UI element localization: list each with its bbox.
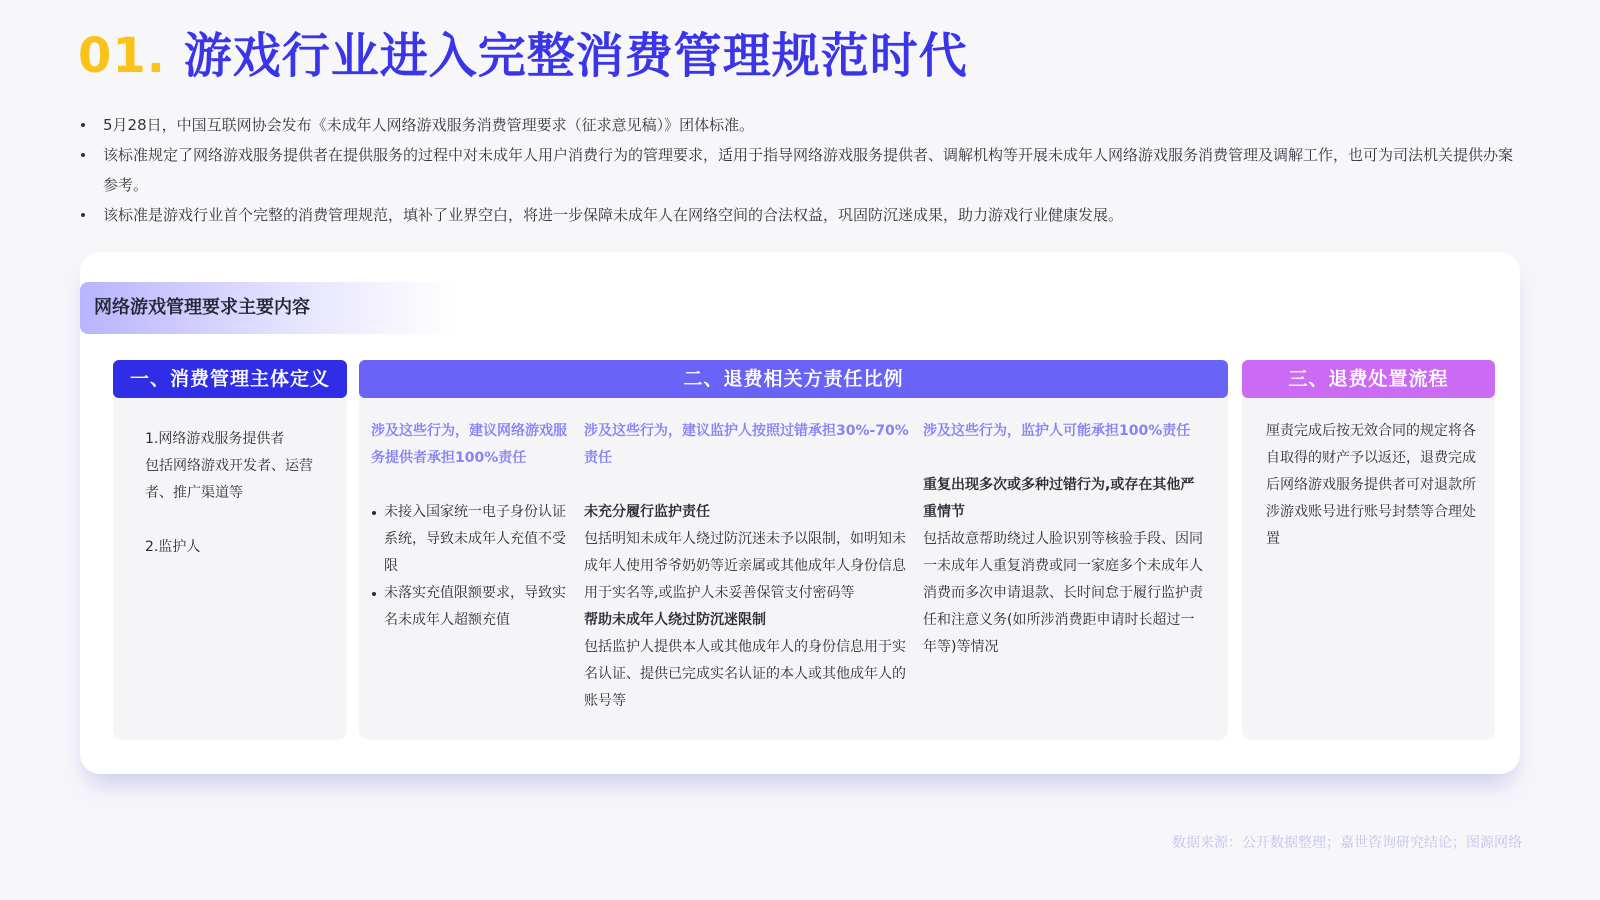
column-body	[145, 426, 325, 561]
sub-heading: 涉及这些行为，建议监护人按照过错承担30%-70%责任	[584, 423, 909, 466]
title-number: 01.	[78, 28, 167, 84]
intro-bullet-list	[80, 110, 1520, 230]
intro-bullet: 该标准规定了网络游戏服务提供者在提供服务的过程中对未成年人用户消费行为的管理要求，适用于指导网络游戏服务提供者、调解机构等开展未成年人网络游戏服务消费管理及调解工作，也可为司法机关提供办案参考。	[80, 140, 1520, 200]
column-header: 三、退费处置流程	[1242, 360, 1495, 398]
list-item: 未落实充值限额要求，导致实名未成年人超额充值	[371, 580, 571, 634]
sub-heading: 涉及这些行为，监护人可能承担100%责任	[923, 423, 1191, 439]
column-responsibility-ratio	[359, 360, 1228, 740]
behavior-title: 重复出现多次或多种过错行为,或存在其他严重情节	[923, 477, 1195, 520]
sub-heading: 涉及这些行为，建议网络游戏服务提供者承担100%责任	[371, 423, 567, 466]
behavior-desc: 包括明知未成年人绕过防沉迷未予以限制，如明知未成年人使用爷爷奶奶等近亲属或其他成年人身份信息用于实名等,或监护人未妥善保管支付密码等	[584, 531, 906, 601]
subject-item-title: 2.监护人	[145, 539, 201, 555]
page-title	[78, 26, 968, 86]
behavior-desc: 包括故意帮助绕过人脸识别等核验手段、因同一未成年人重复消费或同一家庭多个未成年人消费而多次申请退款、长时间怠于履行监护责任和注意义务(如所涉消费距申请时长超过一年等)等情况	[923, 531, 1203, 655]
sub-body	[923, 472, 1208, 661]
responsibility-guardian-full	[923, 418, 1208, 661]
content-card	[80, 252, 1520, 774]
title-text: 游戏行业进入完整消费管理规范时代	[183, 28, 968, 84]
subject-item-title: 1.网络游戏服务提供者	[145, 431, 285, 447]
behavior-title: 帮助未成年人绕过防沉迷限制	[584, 612, 766, 628]
column-body: 厘责完成后按无效合同的规定将各自取得的财产予以返还，退费完成后网络游戏服务提供者可对退款所涉游戏账号进行账号封禁等合理处置	[1266, 423, 1476, 547]
list-item: 未接入国家统一电子身份认证系统，导致未成年人充值不受限	[371, 499, 571, 580]
behavior-title: 未充分履行监护责任	[584, 504, 710, 520]
provider-behavior-list	[371, 499, 571, 634]
sub-body	[584, 499, 914, 715]
column-subject-definition	[113, 360, 347, 740]
responsibility-guardian-partial	[584, 418, 914, 715]
intro-bullet: 5月28日，中国互联网协会发布《未成年人网络游戏服务消费管理要求（征求意见稿）》团体标准。	[80, 110, 1520, 140]
column-header: 二、退费相关方责任比例	[359, 360, 1228, 398]
subject-item-desc: 包括网络游戏开发者、运营者、推广渠道等	[145, 458, 313, 501]
responsibility-provider	[371, 418, 571, 634]
card-label: 网络游戏管理要求主要内容	[80, 282, 454, 334]
column-refund-process	[1242, 360, 1495, 740]
column-header: 一、消费管理主体定义	[113, 360, 347, 398]
intro-bullet: 该标准是游戏行业首个完整的消费管理规范，填补了业界空白，将进一步保障未成年人在网络空间的合法权益，巩固防沉迷成果，助力游戏行业健康发展。	[80, 200, 1520, 230]
behavior-desc: 包括监护人提供本人或其他成年人的身份信息用于实名认证、提供已完成实名认证的本人或其他成年人的账号等	[584, 639, 906, 709]
source-note: 数据来源：公开数据整理；嘉世咨询研究结论；图源网络	[1172, 835, 1522, 851]
